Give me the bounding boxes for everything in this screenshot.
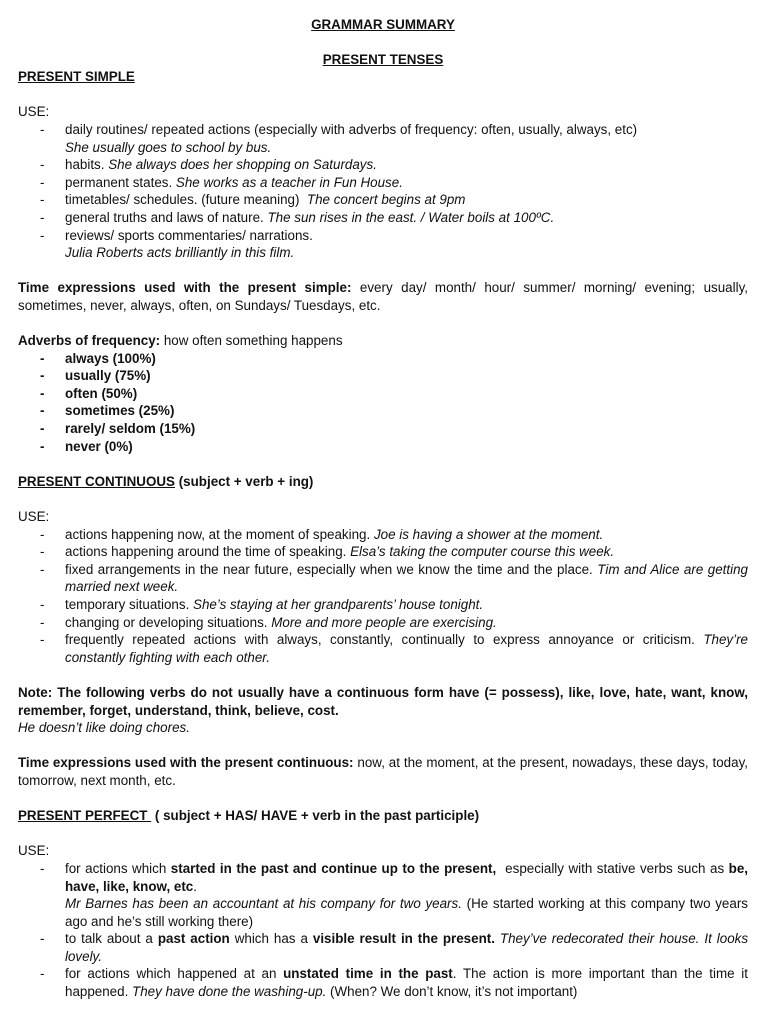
continuous-time-expressions: Time expressions used with the present continuous: now, at the moment, at the present, nowadays, these days, today, tomorrow, next month, etc. xyxy=(18,755,748,788)
adverbs-of-frequency: Adverbs of frequency: how often something happens xyxy=(18,333,343,349)
list-item: - often (50%) xyxy=(18,385,748,403)
use-label: USE: xyxy=(18,509,50,525)
list-item: - actions happening now, at the moment of speaking. Joe is having a shower at the moment. xyxy=(18,526,748,544)
list-item: - timetables/ schedules. (future meaning) The concert begins at 9pm xyxy=(18,191,748,209)
list-item: - frequently repeated actions with always, constantly, continually to express annoyance or criticism. They’re constantly fighting with each other. xyxy=(18,631,748,666)
list-item: - actions happening around the time of speaking. Elsa’s taking the computer course this week. xyxy=(18,543,748,561)
doc-title: GRAMMAR SUMMARY xyxy=(311,17,455,32)
list-item: - daily routines/ repeated actions (especially with adverbs of frequency: often, usually, always, etc) She usually goes to school by bus. xyxy=(18,121,748,156)
stative-verbs-note: Note: The following verbs do not usually have a continuous form have (= possess), like, love, hate, want, know, remember, forget, understand, think, believe, cost. xyxy=(18,684,748,718)
use-label: USE: xyxy=(18,104,50,120)
present-simple-heading: PRESENT SIMPLE xyxy=(18,69,135,85)
list-item: - always (100%) xyxy=(18,350,748,368)
note-example: He doesn’t like doing chores. xyxy=(18,720,190,736)
use-label: USE: xyxy=(18,843,50,859)
list-item: - usually (75%) xyxy=(18,367,748,385)
list-item: - reviews/ sports commentaries/ narrations. Julia Roberts acts brilliantly in this film. xyxy=(18,227,748,262)
adverbs-list xyxy=(18,350,748,456)
simple-time-expressions: Time expressions used with the present simple: every day/ month/ hour/ summer/ morning/ evening; usually, sometimes, never, always, often, on Sundays/ Tuesdays, etc. xyxy=(18,280,748,313)
list-item: - fixed arrangements in the near future, especially when we know the time and the place. Tim and Alice are getting married next week. xyxy=(18,561,748,596)
list-item: - sometimes (25%) xyxy=(18,402,748,420)
present-continuous-uses xyxy=(18,526,748,667)
list-item: - rarely/ seldom (15%) xyxy=(18,420,748,438)
list-item: - temporary situations. She’s staying at her grandparents’ house tonight. xyxy=(18,596,748,614)
section-title: PRESENT TENSES xyxy=(322,51,444,67)
present-perfect-uses xyxy=(18,860,748,1001)
present-perfect-heading: PRESENT PERFECT ( subject + HAS/ HAVE + verb in the past participle) xyxy=(18,808,480,824)
list-item: - for actions which happened at an unstated time in the past. The action is more important than the time it happened. They have done the washing-up. (When? We don’t know, it’s not important) xyxy=(18,965,748,1000)
list-item: - changing or developing situations. More and more people are exercising. xyxy=(18,614,748,632)
list-item: - habits. She always does her shopping on Saturdays. xyxy=(18,156,748,174)
list-item: - to talk about a past action which has a visible result in the present. They’ve redecorated their house. It looks lovely. xyxy=(18,930,748,965)
list-item: - never (0%) xyxy=(18,438,748,456)
present-simple-uses xyxy=(18,121,748,262)
list-item: - general truths and laws of nature. The sun rises in the east. / Water boils at 100ºC. xyxy=(18,209,748,227)
list-item: - permanent states. She works as a teacher in Fun House. xyxy=(18,174,748,192)
present-continuous-heading: PRESENT CONTINUOUS (subject + verb + ing) xyxy=(18,473,314,489)
list-item: - for actions which started in the past and continue up to the present, especially with stative verbs such as be, have, like, know, etc. Mr Barnes has been an accountant at his company for two years. (He started working at this company two years ago and he’s still working there) xyxy=(18,860,748,930)
document-page xyxy=(18,16,748,1001)
